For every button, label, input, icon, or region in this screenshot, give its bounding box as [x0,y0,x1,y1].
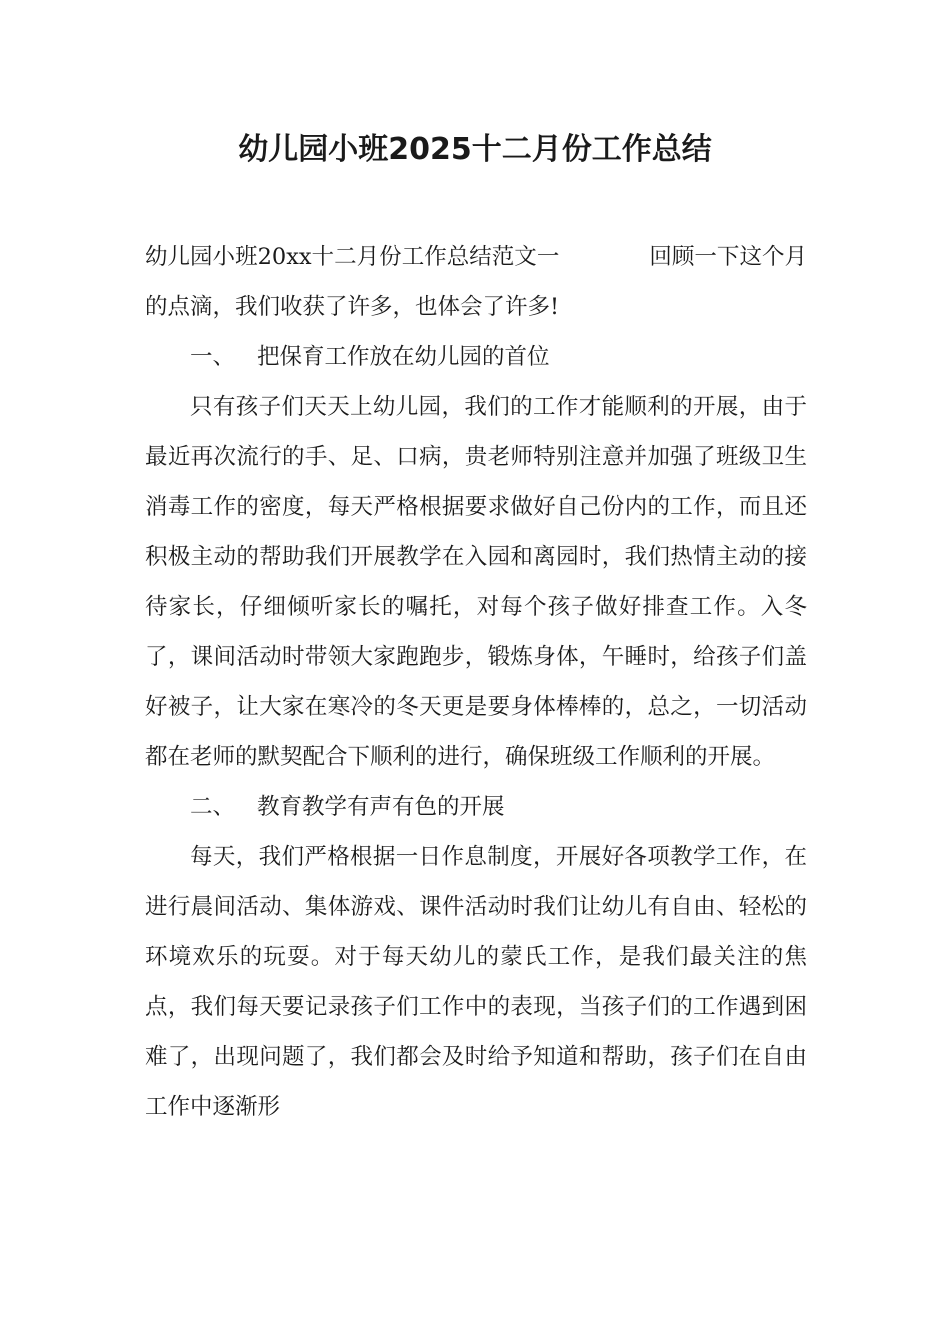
section-heading-text-1: 把保育工作放在幼儿园的首位 [257,344,550,370]
intro-paragraph [145,232,807,332]
section-number-1: 一、 [190,344,236,370]
section-heading-2 [145,782,807,832]
intro-text: 回顾一下这个月的点滴，我们收获了许多，也体会了许多! [145,244,807,320]
section-heading-text-2: 教育教学有声有色的开展 [257,794,505,820]
document-body [145,232,807,1132]
section-paragraph-2: 每天，我们严格根据一日作息制度，开展好各项教学工作，在进行晨间活动、集体游戏、课件活动时我们让幼儿有自由、轻松的环境欢乐的玩耍。对于每天幼儿的蒙氏工作，是我们最关注的焦点，我们每天要记录孩子们工作中的表现，当孩子们的工作遇到困难了，出现问题了，我们都会及时给予知道和帮助，孩子们在自由工作中逐渐形 [145,844,807,1120]
intro-title-text: 幼儿园小班20xx十二月份工作总结范文一 [145,244,560,270]
section-paragraph-1: 只有孩子们天天上幼儿园，我们的工作才能顺利的开展，由于最近再次流行的手、足、口病，贵老师特别注意并加强了班级卫生消毒工作的密度，每天严格根据要求做好自己份内的工作，而且还积极主动的帮助我们开展教学在入园和离园时，我们热情主动的接待家长，仔细倾听家长的嘱托，对每个孩子做好排查工作。入冬了，课间活动时带领大家跑跑步，锻炼身体，午睡时，给孩子们盖好被子，让大家在寒冷的冬天更是要身体棒棒的，总之，一切活动都在老师的默契配合下顺利的进行，确保班级工作顺利的开展。 [145,394,807,770]
section-heading-1 [145,332,807,382]
document-title: 幼儿园小班2025十二月份工作总结 [238,132,712,167]
section-number-2: 二、 [190,794,236,820]
